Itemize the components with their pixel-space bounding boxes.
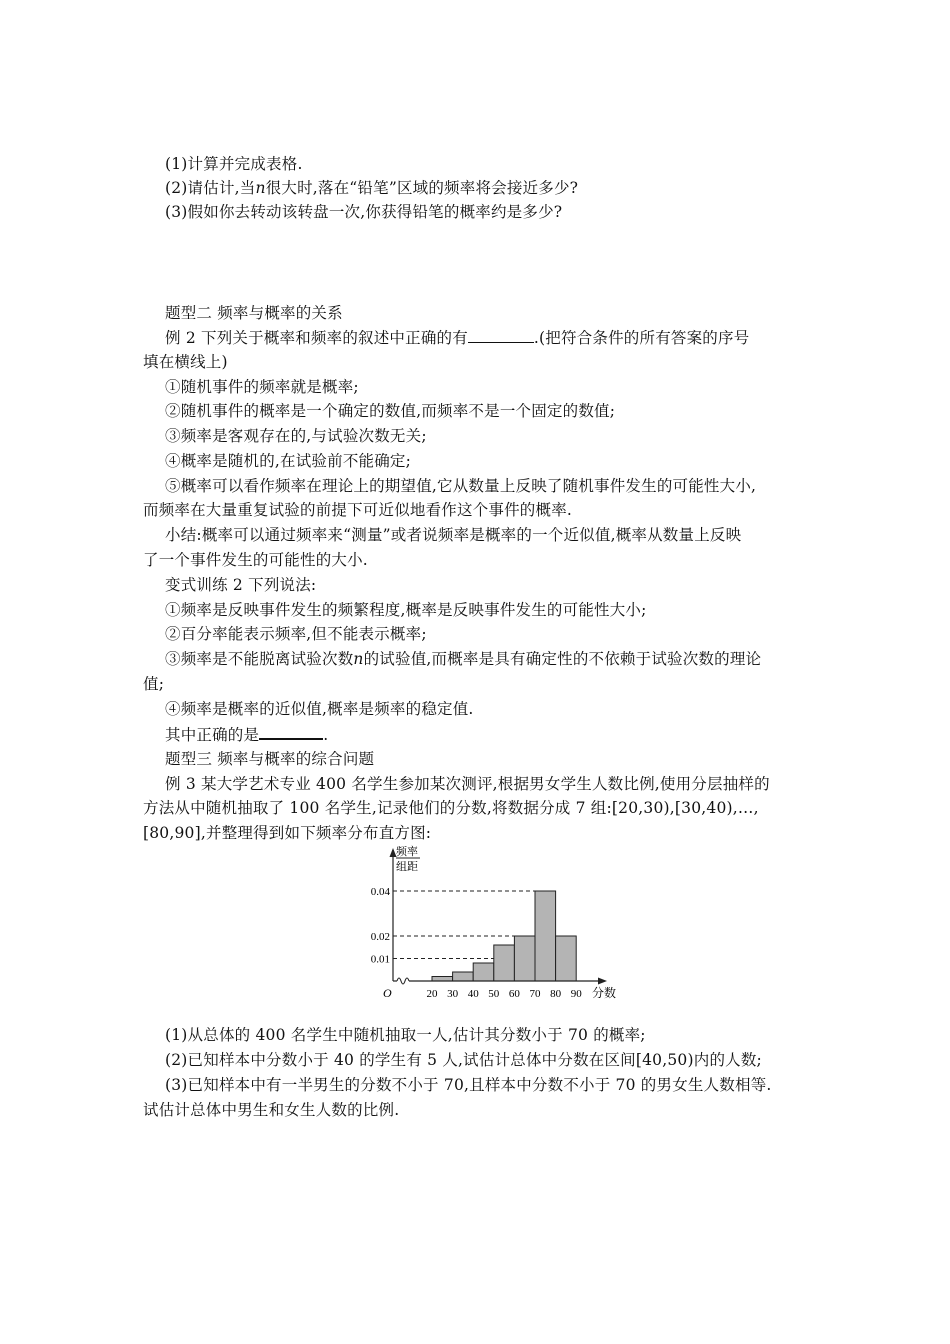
example2-item-1: ①随机事件的频率就是概率; (165, 378, 359, 396)
variant2-item-3-var: n (353, 650, 364, 668)
top-question-2-pre: (2)请估计,当 (165, 179, 256, 197)
x-tick-label: 70 (529, 988, 541, 1000)
variant2-heading: 变式训练 2 下列说法: (165, 576, 317, 594)
histogram-bar (556, 936, 577, 981)
top-question-1: (1)计算并完成表格. (165, 155, 303, 173)
example2-item-5: ⑤概率可以看作频率在理论上的期望值,它从数量上反映了随机事件发生的可能性大小, (165, 477, 757, 495)
x-tick-label: 20 (426, 988, 438, 1000)
example2-pre: 例 2 下列关于概率和频率的叙述中正确的有 (165, 329, 468, 347)
example2-item-5-cont: 而频率在大量重复试验的前提下可近似地看作这个事件的概率. (143, 501, 573, 519)
example3-line3: [80,90],并整理得到如下频率分布直方图: (143, 824, 432, 842)
example2-item-4: ④概率是随机的,在试验前不能确定; (165, 452, 412, 470)
top-question-2 (165, 177, 578, 199)
axis-break-icon (397, 978, 409, 984)
example2-answer-blank[interactable] (468, 327, 534, 343)
histogram-bar (473, 963, 494, 981)
top-question-3: (3)假如你去转动该转盘一次,你获得铅笔的概率约是多少? (165, 203, 563, 221)
variant2-answer-pre: 其中正确的是 (165, 726, 260, 744)
variant2-item-1: ①频率是反映事件发生的频繁程度,概率是反映事件发生的可能性大小; (165, 601, 647, 619)
top-question-2-var: n (255, 179, 266, 197)
histogram-bar (432, 977, 453, 982)
example3-question-3: (3)已知样本中有一半男生的分数不小于 70,且样本中分数不小于 70 的男女生人数相等. (165, 1076, 772, 1094)
x-tick-label: 60 (508, 988, 520, 1000)
x-tick-label: 30 (447, 988, 459, 1000)
y-tick-label: 0.01 (370, 953, 390, 966)
x-tick-label: 90 (570, 988, 582, 1000)
histogram-bar (494, 945, 515, 981)
example2-item-3: ③频率是客观存在的,与试验次数无关; (165, 427, 427, 445)
variant2-item-3-post: 的试验值,而概率是具有确定性的不依赖于试验次数的理论 (363, 650, 762, 668)
x-tick-label: 40 (467, 988, 479, 1000)
origin-label: O (383, 986, 392, 1000)
example3-question-1: (1)从总体的 400 名学生中随机抽取一人,估计其分数小于 70 的概率; (165, 1026, 646, 1044)
x-tick-label: 50 (488, 988, 500, 1000)
variant2-answer-post: . (323, 726, 329, 744)
example2-item-2: ②随机事件的概率是一个确定的数值,而频率不是一个固定的数值; (165, 402, 616, 420)
variant2-answer-blank[interactable] (259, 723, 323, 740)
summary-line2: 了一个事件发生的可能性的大小. (143, 551, 368, 569)
top-question-2-post: 很大时,落在“铅笔”区域的频率将会接近多少? (265, 179, 579, 197)
histogram-bar (514, 936, 535, 981)
variant2-item-2: ②百分率能表示频率,但不能表示概率; (165, 625, 427, 643)
type2-heading: 题型二 频率与概率的关系 (165, 304, 343, 322)
x-axis-label: 分数 (592, 986, 617, 1000)
example3-question-3-cont: 试估计总体中男生和女生人数的比例. (143, 1101, 400, 1119)
variant2-item-3-pre: ③频率是不能脱离试验次数 (165, 650, 354, 668)
summary-line1: 小结:概率可以通过频率来“测量”或者说频率是概率的一个近似值,概率从数量上反映 (165, 526, 742, 544)
variant2-answer-line (165, 723, 328, 746)
y-axis-label-bottom: 组距 (396, 861, 418, 873)
variant2-item-3 (165, 648, 761, 670)
y-tick-label: 0.02 (370, 931, 390, 943)
example2-post: .(把符合条件的所有答案的序号 (533, 329, 750, 347)
histogram-bar (453, 972, 474, 981)
variant2-item-3-cont: 值; (143, 675, 165, 693)
example2-line1 (165, 327, 749, 349)
x-tick-label: 80 (550, 988, 562, 1000)
example3-line1: 例 3 某大学艺术专业 400 名学生参加某次测评,根据男女学生人数比例,使用分层抽样的 (165, 775, 770, 793)
frequency-histogram (368, 840, 628, 1012)
y-tick-label: 0.04 (370, 886, 390, 898)
example3-question-2: (2)已知样本中分数小于 40 的学生有 5 人,试估计总体中分数在区间[40,50)内的人数; (165, 1051, 762, 1069)
y-axis-label-top: 频率 (396, 846, 418, 858)
x-axis-arrow-icon (598, 978, 607, 985)
example2-line2: 填在横线上) (143, 353, 228, 371)
histogram-bar (535, 891, 556, 981)
type3-heading: 题型三 频率与概率的综合问题 (165, 750, 375, 768)
example3-line2: 方法从中随机抽取了 100 名学生,记录他们的分数,将数据分成 7 组:[20,30),[30,40),…, (143, 799, 759, 817)
variant2-item-4: ④频率是概率的近似值,概率是频率的稳定值. (165, 700, 474, 718)
